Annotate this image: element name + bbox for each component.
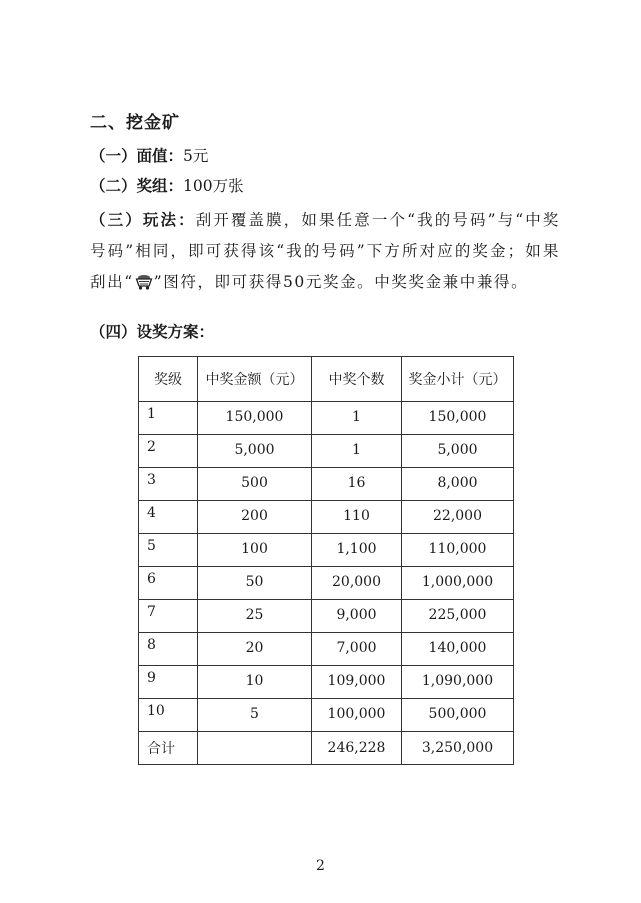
gameplay-label: （三）玩法： xyxy=(90,210,196,229)
prize-table xyxy=(138,356,514,765)
table-row xyxy=(139,501,514,534)
table-row xyxy=(139,666,514,699)
cell-level: 7 xyxy=(139,600,198,633)
table-row xyxy=(139,468,514,501)
cell-level: 3 xyxy=(139,468,198,501)
cell-level: 5 xyxy=(139,534,198,567)
header-prize-subtotal: 奖金小计（元） xyxy=(402,357,514,402)
total-label: 合计 xyxy=(139,732,198,765)
cell-count: 20,000 xyxy=(312,567,402,600)
gameplay-paragraph xyxy=(90,204,560,298)
table-total-row xyxy=(139,732,514,765)
mine-cart-icon xyxy=(135,270,153,286)
cell-subtotal: 110,000 xyxy=(402,534,514,567)
header-prize-amount: 中奖金额（元） xyxy=(198,357,312,402)
cell-amount: 500 xyxy=(198,468,312,501)
cell-level: 1 xyxy=(139,402,198,435)
cell-subtotal: 22,000 xyxy=(402,501,514,534)
cell-amount: 10 xyxy=(198,666,312,699)
prize-plan-line xyxy=(90,322,214,342)
table-row xyxy=(139,435,514,468)
cell-level: 6 xyxy=(139,567,198,600)
page-number: 2 xyxy=(316,858,325,874)
cell-count: 1 xyxy=(312,402,402,435)
total-amount xyxy=(198,732,312,765)
cell-count: 9,000 xyxy=(312,600,402,633)
total-subtotal: 3,250,000 xyxy=(402,732,514,765)
prize-group-label: （二）奖组： xyxy=(90,176,184,195)
cell-subtotal: 5,000 xyxy=(402,435,514,468)
total-count: 246,228 xyxy=(312,732,402,765)
cell-subtotal: 225,000 xyxy=(402,600,514,633)
cell-level: 9 xyxy=(139,666,198,699)
table-row xyxy=(139,402,514,435)
header-winner-count: 中奖个数 xyxy=(312,357,402,402)
face-value-line xyxy=(90,146,208,166)
section-title: 二、挖金矿 xyxy=(90,113,180,133)
cell-level: 8 xyxy=(139,633,198,666)
face-value-text: 5元 xyxy=(183,147,209,165)
gameplay-text-part1: 刮开覆盖膜，如果任意一个“我的号码”与“中奖号码”相同，即可获得该“我的号码”下方所对应的奖金；如果刮出“ xyxy=(90,211,560,291)
cell-subtotal: 1,090,000 xyxy=(402,666,514,699)
table-row xyxy=(139,699,514,732)
prize-group-line xyxy=(90,176,244,196)
cell-subtotal: 140,000 xyxy=(402,633,514,666)
cell-subtotal: 500,000 xyxy=(402,699,514,732)
table-header-row xyxy=(139,357,514,402)
cell-amount: 5,000 xyxy=(198,435,312,468)
cell-count: 1 xyxy=(312,435,402,468)
cell-amount: 200 xyxy=(198,501,312,534)
cell-amount: 50 xyxy=(198,567,312,600)
table-row xyxy=(139,633,514,666)
face-value-label: （一）面值： xyxy=(90,146,184,165)
prize-group-text: 100万张 xyxy=(183,177,244,195)
cell-amount: 5 xyxy=(198,699,312,732)
cell-count: 109,000 xyxy=(312,666,402,699)
cell-amount: 100 xyxy=(198,534,312,567)
table-row xyxy=(139,567,514,600)
cell-count: 110 xyxy=(312,501,402,534)
prize-plan-label: （四）设奖方案： xyxy=(90,322,215,341)
cell-level: 10 xyxy=(139,699,198,732)
cell-count: 16 xyxy=(312,468,402,501)
cell-subtotal: 8,000 xyxy=(402,468,514,501)
cell-count: 7,000 xyxy=(312,633,402,666)
cell-level: 4 xyxy=(139,501,198,534)
cell-level: 2 xyxy=(139,435,198,468)
table-row xyxy=(139,600,514,633)
table-row xyxy=(139,534,514,567)
cell-subtotal: 1,000,000 xyxy=(402,567,514,600)
cell-amount: 150,000 xyxy=(198,402,312,435)
cell-amount: 25 xyxy=(198,600,312,633)
cell-count: 100,000 xyxy=(312,699,402,732)
header-prize-level: 奖级 xyxy=(139,357,198,402)
cell-subtotal: 150,000 xyxy=(402,402,514,435)
gameplay-text-part2: ”图符，即可获得50元奖金。中奖奖金兼中兼得。 xyxy=(153,273,529,291)
cell-amount: 20 xyxy=(198,633,312,666)
cell-count: 1,100 xyxy=(312,534,402,567)
